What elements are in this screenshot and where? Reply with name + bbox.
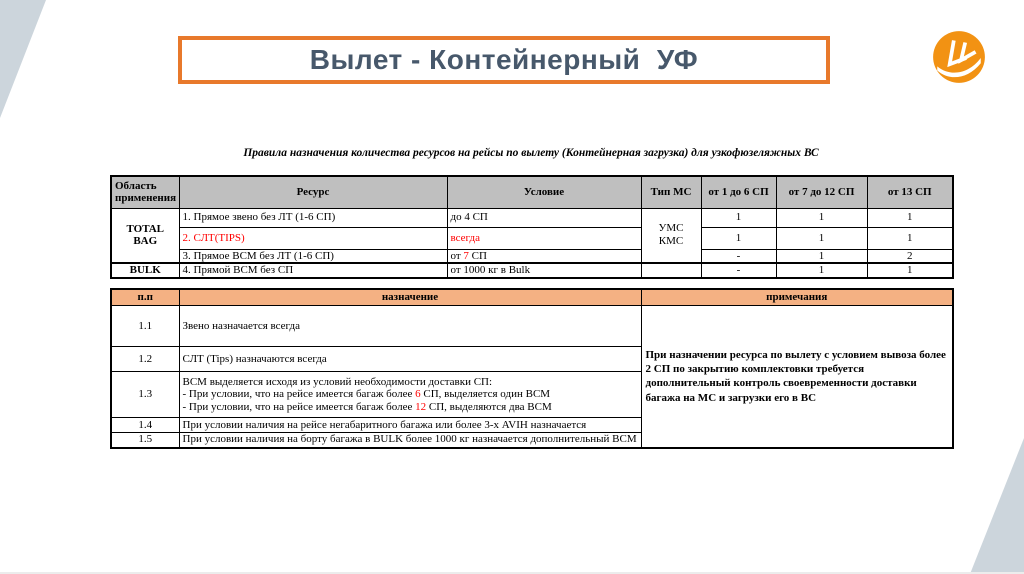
resource-cell: 4. Прямой ВСМ без СП (179, 263, 447, 278)
table-row (111, 208, 953, 227)
mc-type-line: УМС (658, 221, 684, 234)
condition-cell: всегда (447, 227, 641, 249)
condition-text: от (450, 249, 464, 262)
row-number: 1.5 (111, 433, 179, 448)
col-header-assignment: назначение (179, 289, 641, 306)
threshold-value: 6 (415, 388, 421, 401)
mc-type-line: КМС (658, 235, 684, 248)
area-total-bag-cell: TOTAL BAG (111, 208, 179, 263)
table-row (111, 306, 953, 347)
mc-type-empty-cell (641, 263, 701, 278)
area-bulk-cell: BULK (111, 263, 179, 278)
table-caption: Правила назначения количества ресурсов на рейсы по вылету (Контейнерная загрузка) для узкофюзеляжных ВС (243, 147, 819, 159)
row-number: 1.2 (111, 347, 179, 372)
value-cell: 1 (776, 208, 867, 227)
col-header-mc-type: Тип МС (641, 176, 701, 208)
value-cell: 1 (867, 263, 953, 278)
col-header-area: Область применения (111, 176, 179, 208)
assignment-line: ВСМ выделяется исходя из условий необходимости доставки СП: (182, 375, 493, 388)
title-box (178, 36, 830, 84)
value-cell: - (701, 263, 776, 278)
value-cell: 2 (867, 249, 953, 263)
table-row (111, 263, 953, 278)
table-row (111, 249, 953, 263)
corner-decoration-bottom-right (970, 438, 1024, 574)
assignment-table (110, 288, 954, 449)
condition-threshold: 7 (463, 249, 469, 262)
condition-text: СП (468, 249, 487, 262)
assignment-cell: Звено назначается всегда (179, 306, 641, 347)
condition-cell (447, 249, 641, 263)
col-header-7-12: от 7 до 12 СП (776, 176, 867, 208)
assignment-cell: При условии наличия на рейсе негабаритного багажа или более 3-х AVIH назначается (179, 418, 641, 433)
value-cell: - (701, 249, 776, 263)
mc-type-cell (641, 208, 701, 263)
value-cell: 1 (701, 208, 776, 227)
resource-table-header-row (111, 176, 953, 208)
col-header-notes: примечания (641, 289, 953, 306)
condition-cell: до 4 СП (447, 208, 641, 227)
assignment-text: СП, выделяется один ВСМ (420, 388, 551, 401)
resource-cell: 3. Прямое ВСМ без ЛТ (1-6 СП) (179, 249, 447, 263)
company-logo-icon (930, 28, 988, 86)
value-cell: 1 (776, 263, 867, 278)
assignment-cell: При условии наличия на борту багажа в BULK более 1000 кг назначается дополнительный ВСМ (179, 433, 641, 448)
col-header-1-6: от 1 до 6 СП (701, 176, 776, 208)
col-header-num: п.п (111, 289, 179, 306)
row-number: 1.1 (111, 306, 179, 347)
value-cell: 1 (867, 227, 953, 249)
page-title: Вылет - Контейнерный УФ (309, 44, 699, 75)
assignment-text: - При условии, что на рейсе имеется багаж более (182, 388, 416, 401)
notes-cell: При назначении ресурса по вылету с условием вывоза более 2 СП по закрытию комплектовки требуется дополнительный контроль своевременности доставки багажа на МС и загрузки его в ВС (641, 306, 953, 448)
assignment-text: - При условии, что на рейсе имеется багаж более (182, 400, 416, 413)
col-header-13: от 13 СП (867, 176, 953, 208)
corner-decoration-top-left (0, 0, 46, 118)
col-header-resource: Ресурс (179, 176, 447, 208)
assignment-table-header-row (111, 289, 953, 306)
resource-table (110, 175, 954, 279)
col-header-condition: Условие (447, 176, 641, 208)
resource-cell: 1. Прямое звено без ЛТ (1-6 СП) (179, 208, 447, 227)
value-cell: 1 (776, 249, 867, 263)
assignment-cell (179, 372, 641, 418)
assignment-text: СП, выделяются два ВСМ (426, 400, 552, 413)
row-number: 1.4 (111, 418, 179, 433)
condition-cell: от 1000 кг в Bulk (447, 263, 641, 278)
assignment-cell: СЛТ (Tips) назначаются всегда (179, 347, 641, 372)
assignment-line (183, 401, 638, 414)
value-cell: 1 (701, 227, 776, 249)
assignment-line (183, 388, 638, 401)
table-row (111, 227, 953, 249)
value-cell: 1 (776, 227, 867, 249)
threshold-value: 12 (415, 400, 427, 413)
value-cell: 1 (867, 208, 953, 227)
resource-cell: 2. СЛТ(TIPS) (179, 227, 447, 249)
row-number: 1.3 (111, 372, 179, 418)
